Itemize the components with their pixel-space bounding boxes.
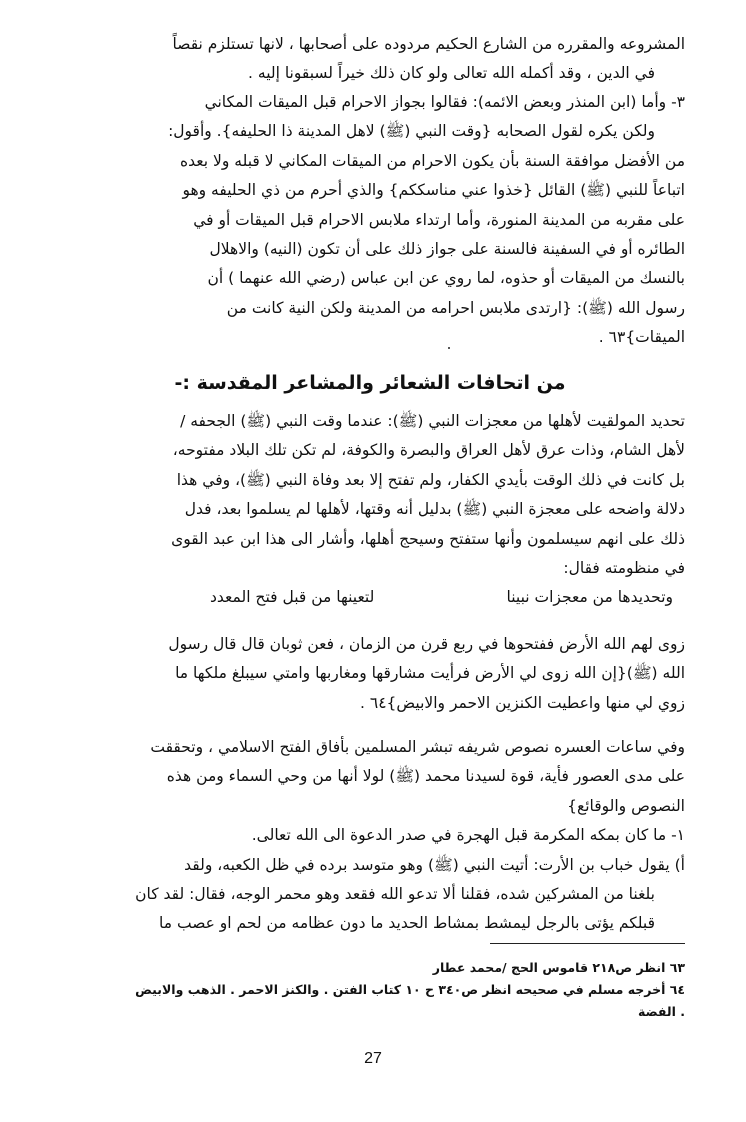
paragraph-miqat-miracle: [70, 407, 685, 583]
footnotes: [70, 957, 685, 1023]
text-line: لأهل الشام، وذات عرق لأهل العراق والبصرة والكوفة، لم تكن تلك البلاد مفتوحه،: [172, 441, 685, 460]
verse-first-half: وتحديدها من معجزات نبينا: [506, 588, 673, 606]
text-line: اتباعاً للنبي (ﷺ) القائل {خذوا عني مناسككم} والذي أحرم من ذي الحليفه وهو: [182, 181, 685, 200]
text-line: الطائره أو في السفينة فالسنة على جواز ذلك على أن تكون (النيه) والاهلال: [209, 239, 685, 258]
text-line: وفي ساعات العسره نصوص شريفه تبشر المسلمين بأفاق الفتح الاسلامي ، وتحققت: [150, 738, 685, 756]
page-number: 27: [364, 1050, 382, 1067]
paragraph-hadith-thawban: [70, 630, 685, 718]
text-line: تحديد المولقيت لأهلها من معجزات النبي (ﷺ): عندما وقت النبي (ﷺ) الجحفه /: [180, 412, 685, 430]
text-line: المشروعه والمقرره من الشارع الحكيم مردوده على أصحابها ، لانها تستلزم نقصاً: [172, 35, 685, 53]
text-line: ولكن يكره لقول الصحابه {وقت النبي (ﷺ) لاهل المدينة ذا الحليفه}. وأقول:: [168, 122, 655, 141]
text-line: بل كانت في ذلك الوقت بأيدي الكفار، ولم تفتح إلا بعد وفاة النبي (ﷺ)، وفي هذا: [176, 470, 685, 489]
footnote-64: ٦٤ أخرجه مسلم في صحيحه انظر ص٣٤٠ ح ١٠ كتاب الفتن . والكنز الاحمر . الذهب والابيض: [135, 982, 685, 997]
text-line: زوي لي منها واعطيت الكنزين الاحمر والابيض}٦٤ .: [360, 693, 685, 712]
text-line: ٣- وأما (ابن المنذر وبعض الائمه): فقالوا بجواز الاحرام قبل الميقات المكاني: [204, 93, 685, 111]
list-item: أ) يقول خباب بن الأرت: أتيت النبي (ﷺ) وهو متوسد برده في ظل الكعبه، ولقد: [184, 855, 685, 874]
text-line: بلغنا من المشركين شده، فقلنا ألا تدعو الله فقعد وهو محمر الوجه، فقال: لقد كان: [135, 884, 655, 903]
list-item: ١- ما كان بمكه المكرمة قبل الهجرة في صدر الدعوة الى الله تعالى.: [251, 826, 685, 845]
text-line: دلالة واضحه على معجزة النبي (ﷺ) بدليل أنه وقتها، لأهلها لم يسلموا بعد، فدل: [184, 500, 685, 519]
paragraph-intro: [70, 30, 685, 89]
text-line: الله (ﷺ){إن الله زوى لي الأرض فرأيت مشارقها ومغاربها وامتي سيبلغ ملكها ما: [175, 664, 685, 683]
section-heading: من اتحافات الشعائر والمشاعر المقدسة :-: [174, 372, 566, 394]
text-line: ذلك على انهم سيسلمون وأنها ستفتح وسيحج أهلها، وأشار الى هذا ابن عبد القوى: [171, 529, 685, 548]
paragraph-point-3: [70, 88, 685, 353]
text-line: في منظومته فقال:: [563, 558, 685, 577]
stray-mark: [448, 347, 450, 349]
text-line: في الدين ، وقد أكمله الله تعالى ولو كان ذلك خيراً لسبقونا إليه .: [248, 64, 655, 83]
text-line: على مدى العصور فأية، قوة لسيدنا محمد (ﷺ) لولا أنها من وحي السماء ومن هذه: [166, 767, 685, 786]
poem-verse: [70, 583, 685, 612]
footnote-separator: [490, 943, 685, 944]
text-line: من الأفضل موافقة السنة بأن يكون الاحرام من الميقات المكاني لا قبله ولا بعده: [180, 151, 685, 170]
footnote-64-continued: . الفضة: [638, 1004, 685, 1019]
paragraph-hardship-texts: [70, 733, 685, 939]
text-line: زوى لهم الله الأرض ففتحوها في ربع قرن من الزمان ، فعن ثوبان قال قال رسول: [168, 635, 685, 653]
text-line: على مقربه من المدينة المنورة، وأما ارتداء ملابس الاحرام قبل الميقات أو في: [193, 210, 685, 229]
text-line: النصوص والوقائع}: [567, 796, 685, 815]
text-line: بالنسك من الميقات أو حذوه، لما روي عن ابن عباس (رضي الله عنهما ) أن: [207, 269, 685, 288]
verse-second-half: لتعينها من قبل فتح المعدد: [210, 588, 375, 606]
footnote-63: ٦٣ انظر ص٢١٨ قاموس الحج /محمد عطار: [432, 960, 685, 975]
text-line: رسول الله (ﷺ): {ارتدى ملابس احرامه من المدينة ولكن النية كانت من: [226, 298, 685, 317]
text-line: قبلكم يؤتى بالرجل ليمشط بمشاط الحديد ما دون عظامه من لحم او عصب ما: [159, 914, 655, 933]
text-line: الميقات}٦٣ .: [598, 328, 685, 347]
